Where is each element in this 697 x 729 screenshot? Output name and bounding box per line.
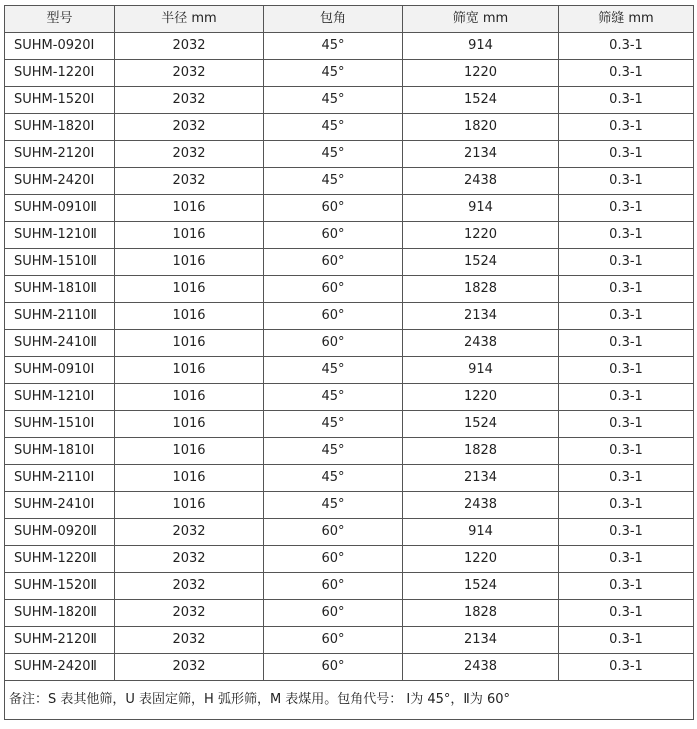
header-screen-width: 筛宽 mm bbox=[403, 6, 559, 33]
cell-screen-width: 1220 bbox=[403, 384, 559, 411]
cell-radius: 2032 bbox=[115, 600, 264, 627]
cell-slot-size: 0.3-1 bbox=[559, 600, 694, 627]
cell-screen-width: 2134 bbox=[403, 465, 559, 492]
table-row bbox=[5, 357, 694, 384]
cell-model: SUHM-1820Ⅰ bbox=[5, 114, 115, 141]
cell-screen-width: 914 bbox=[403, 357, 559, 384]
cell-screen-width: 914 bbox=[403, 195, 559, 222]
cell-radius: 1016 bbox=[115, 330, 264, 357]
cell-wrap-angle: 45° bbox=[264, 465, 403, 492]
cell-wrap-angle: 60° bbox=[264, 195, 403, 222]
cell-wrap-angle: 60° bbox=[264, 303, 403, 330]
cell-wrap-angle: 60° bbox=[264, 573, 403, 600]
cell-model: SUHM-1520Ⅰ bbox=[5, 87, 115, 114]
cell-radius: 2032 bbox=[115, 546, 264, 573]
cell-model: SUHM-1510Ⅰ bbox=[5, 411, 115, 438]
cell-model: SUHM-2420Ⅱ bbox=[5, 654, 115, 681]
cell-wrap-angle: 45° bbox=[264, 384, 403, 411]
cell-model: SUHM-2410Ⅰ bbox=[5, 492, 115, 519]
cell-model: SUHM-0910Ⅱ bbox=[5, 195, 115, 222]
cell-wrap-angle: 60° bbox=[264, 276, 403, 303]
cell-slot-size: 0.3-1 bbox=[559, 168, 694, 195]
cell-screen-width: 2134 bbox=[403, 141, 559, 168]
cell-slot-size: 0.3-1 bbox=[559, 141, 694, 168]
cell-slot-size: 0.3-1 bbox=[559, 438, 694, 465]
cell-radius: 2032 bbox=[115, 87, 264, 114]
table-row bbox=[5, 438, 694, 465]
table-row bbox=[5, 546, 694, 573]
cell-wrap-angle: 60° bbox=[264, 627, 403, 654]
cell-slot-size: 0.3-1 bbox=[559, 303, 694, 330]
cell-model: SUHM-1220Ⅱ bbox=[5, 546, 115, 573]
cell-screen-width: 1220 bbox=[403, 60, 559, 87]
cell-wrap-angle: 45° bbox=[264, 60, 403, 87]
cell-radius: 1016 bbox=[115, 357, 264, 384]
cell-wrap-angle: 60° bbox=[264, 249, 403, 276]
cell-screen-width: 2438 bbox=[403, 330, 559, 357]
cell-radius: 1016 bbox=[115, 276, 264, 303]
cell-screen-width: 914 bbox=[403, 33, 559, 60]
table-row bbox=[5, 600, 694, 627]
cell-slot-size: 0.3-1 bbox=[559, 573, 694, 600]
cell-radius: 1016 bbox=[115, 492, 264, 519]
cell-slot-size: 0.3-1 bbox=[559, 60, 694, 87]
cell-model: SUHM-2110Ⅰ bbox=[5, 465, 115, 492]
cell-wrap-angle: 60° bbox=[264, 222, 403, 249]
cell-slot-size: 0.3-1 bbox=[559, 249, 694, 276]
cell-slot-size: 0.3-1 bbox=[559, 411, 694, 438]
cell-slot-size: 0.3-1 bbox=[559, 33, 694, 60]
header-model: 型号 bbox=[5, 6, 115, 33]
cell-slot-size: 0.3-1 bbox=[559, 519, 694, 546]
cell-model: SUHM-1210Ⅱ bbox=[5, 222, 115, 249]
cell-model: SUHM-1810Ⅱ bbox=[5, 276, 115, 303]
table-row bbox=[5, 330, 694, 357]
cell-model: SUHM-1820Ⅱ bbox=[5, 600, 115, 627]
cell-radius: 2032 bbox=[115, 627, 264, 654]
table-row bbox=[5, 195, 694, 222]
cell-radius: 1016 bbox=[115, 222, 264, 249]
cell-slot-size: 0.3-1 bbox=[559, 195, 694, 222]
cell-slot-size: 0.3-1 bbox=[559, 222, 694, 249]
cell-model: SUHM-0920Ⅱ bbox=[5, 519, 115, 546]
cell-radius: 1016 bbox=[115, 384, 264, 411]
cell-screen-width: 2438 bbox=[403, 492, 559, 519]
cell-slot-size: 0.3-1 bbox=[559, 357, 694, 384]
cell-wrap-angle: 45° bbox=[264, 33, 403, 60]
cell-slot-size: 0.3-1 bbox=[559, 546, 694, 573]
header-radius: 半径 mm bbox=[115, 6, 264, 33]
cell-radius: 1016 bbox=[115, 249, 264, 276]
header-slot-size: 筛缝 mm bbox=[559, 6, 694, 33]
table-row bbox=[5, 222, 694, 249]
table-row bbox=[5, 33, 694, 60]
cell-radius: 1016 bbox=[115, 303, 264, 330]
cell-wrap-angle: 45° bbox=[264, 87, 403, 114]
table-row bbox=[5, 627, 694, 654]
cell-slot-size: 0.3-1 bbox=[559, 384, 694, 411]
cell-slot-size: 0.3-1 bbox=[559, 465, 694, 492]
cell-slot-size: 0.3-1 bbox=[559, 654, 694, 681]
cell-screen-width: 1828 bbox=[403, 600, 559, 627]
cell-screen-width: 2438 bbox=[403, 654, 559, 681]
cell-radius: 2032 bbox=[115, 519, 264, 546]
cell-model: SUHM-1210Ⅰ bbox=[5, 384, 115, 411]
table-row bbox=[5, 168, 694, 195]
cell-wrap-angle: 45° bbox=[264, 114, 403, 141]
table-row bbox=[5, 519, 694, 546]
cell-model: SUHM-0910Ⅰ bbox=[5, 357, 115, 384]
cell-wrap-angle: 45° bbox=[264, 438, 403, 465]
cell-wrap-angle: 60° bbox=[264, 654, 403, 681]
table-row bbox=[5, 492, 694, 519]
cell-screen-width: 1524 bbox=[403, 573, 559, 600]
cell-radius: 2032 bbox=[115, 114, 264, 141]
table-row bbox=[5, 87, 694, 114]
cell-radius: 1016 bbox=[115, 411, 264, 438]
cell-wrap-angle: 60° bbox=[264, 546, 403, 573]
table-row bbox=[5, 276, 694, 303]
cell-screen-width: 2134 bbox=[403, 303, 559, 330]
cell-radius: 2032 bbox=[115, 60, 264, 87]
table-row bbox=[5, 141, 694, 168]
cell-model: SUHM-2120Ⅱ bbox=[5, 627, 115, 654]
cell-wrap-angle: 45° bbox=[264, 357, 403, 384]
cell-slot-size: 0.3-1 bbox=[559, 627, 694, 654]
cell-radius: 1016 bbox=[115, 438, 264, 465]
cell-radius: 2032 bbox=[115, 168, 264, 195]
cell-screen-width: 1524 bbox=[403, 411, 559, 438]
spec-table-container bbox=[4, 5, 693, 720]
cell-radius: 2032 bbox=[115, 654, 264, 681]
cell-radius: 2032 bbox=[115, 141, 264, 168]
table-row bbox=[5, 573, 694, 600]
cell-wrap-angle: 45° bbox=[264, 411, 403, 438]
cell-slot-size: 0.3-1 bbox=[559, 87, 694, 114]
cell-screen-width: 1828 bbox=[403, 276, 559, 303]
cell-model: SUHM-1510Ⅱ bbox=[5, 249, 115, 276]
cell-screen-width: 1220 bbox=[403, 546, 559, 573]
table-note: 备注：S 表其他筛，U 表固定筛，H 弧形筛，M 表煤用。包角代号： Ⅰ为 45°，Ⅱ为 60° bbox=[5, 681, 694, 720]
table-row bbox=[5, 303, 694, 330]
table-header-row bbox=[5, 6, 694, 33]
table-row bbox=[5, 465, 694, 492]
cell-wrap-angle: 45° bbox=[264, 168, 403, 195]
spec-table bbox=[4, 5, 694, 720]
cell-radius: 1016 bbox=[115, 465, 264, 492]
cell-model: SUHM-1220Ⅰ bbox=[5, 60, 115, 87]
cell-model: SUHM-2410Ⅱ bbox=[5, 330, 115, 357]
cell-slot-size: 0.3-1 bbox=[559, 492, 694, 519]
cell-screen-width: 1220 bbox=[403, 222, 559, 249]
cell-slot-size: 0.3-1 bbox=[559, 330, 694, 357]
cell-screen-width: 2134 bbox=[403, 627, 559, 654]
cell-model: SUHM-0920Ⅰ bbox=[5, 33, 115, 60]
cell-slot-size: 0.3-1 bbox=[559, 276, 694, 303]
cell-model: SUHM-2420Ⅰ bbox=[5, 168, 115, 195]
cell-wrap-angle: 45° bbox=[264, 492, 403, 519]
cell-wrap-angle: 60° bbox=[264, 330, 403, 357]
table-row bbox=[5, 411, 694, 438]
cell-screen-width: 914 bbox=[403, 519, 559, 546]
table-row bbox=[5, 60, 694, 87]
cell-slot-size: 0.3-1 bbox=[559, 114, 694, 141]
cell-model: SUHM-1810Ⅰ bbox=[5, 438, 115, 465]
cell-radius: 2032 bbox=[115, 573, 264, 600]
cell-wrap-angle: 60° bbox=[264, 600, 403, 627]
cell-screen-width: 1524 bbox=[403, 87, 559, 114]
cell-screen-width: 1820 bbox=[403, 114, 559, 141]
table-row bbox=[5, 249, 694, 276]
header-wrap-angle: 包角 bbox=[264, 6, 403, 33]
cell-model: SUHM-1520Ⅱ bbox=[5, 573, 115, 600]
cell-radius: 2032 bbox=[115, 33, 264, 60]
cell-wrap-angle: 60° bbox=[264, 519, 403, 546]
table-row bbox=[5, 114, 694, 141]
table-body bbox=[5, 33, 694, 681]
table-row bbox=[5, 384, 694, 411]
cell-wrap-angle: 45° bbox=[264, 141, 403, 168]
table-note-row bbox=[5, 681, 694, 720]
cell-radius: 1016 bbox=[115, 195, 264, 222]
cell-model: SUHM-2110Ⅱ bbox=[5, 303, 115, 330]
cell-model: SUHM-2120Ⅰ bbox=[5, 141, 115, 168]
cell-screen-width: 1524 bbox=[403, 249, 559, 276]
table-row bbox=[5, 654, 694, 681]
cell-screen-width: 1828 bbox=[403, 438, 559, 465]
cell-screen-width: 2438 bbox=[403, 168, 559, 195]
